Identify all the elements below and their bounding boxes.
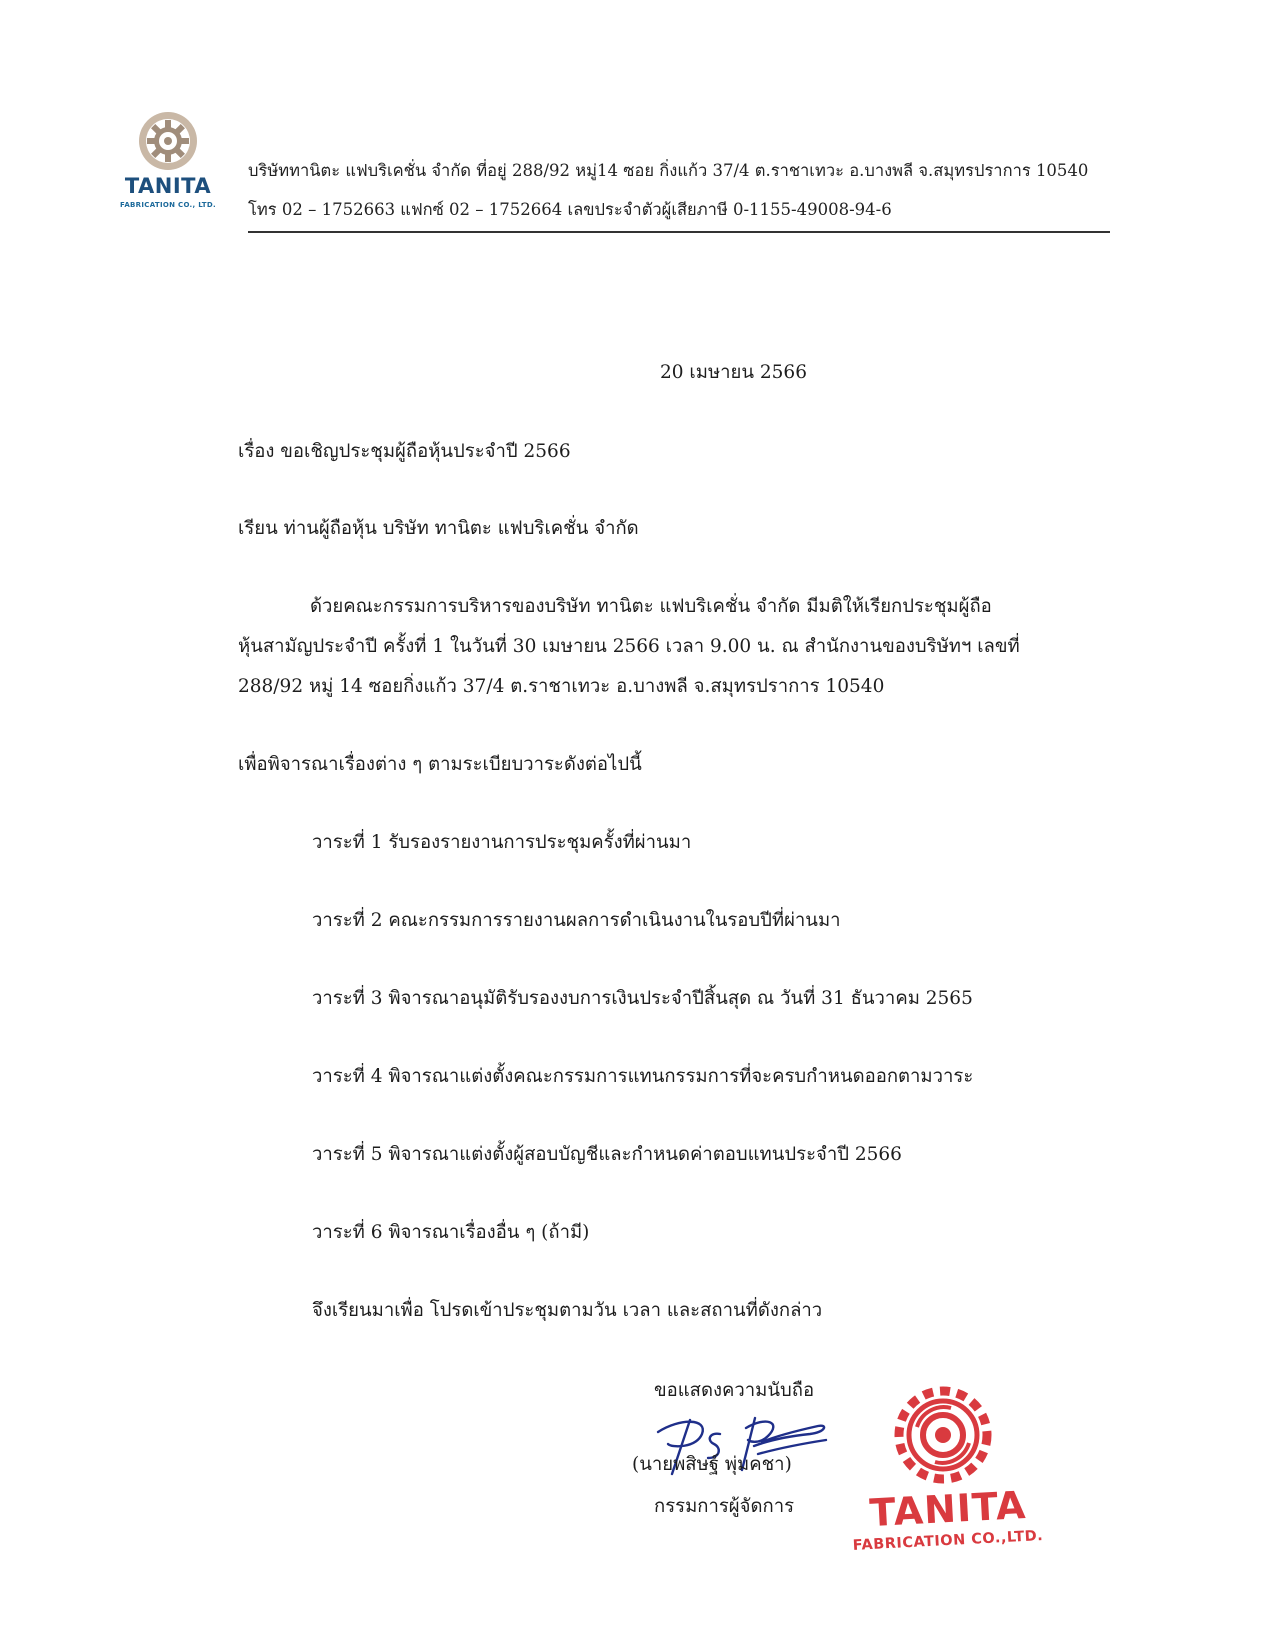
stamp-gear-icon [848,1380,1048,1490]
agenda-item: วาระที่ 3 พิจารณาอนุมัติรับรองงบการเงินประจำปีสิ้นสุด ณ วันที่ 31 ธันวาคม 2565 [312,988,973,1009]
logo-subtitle: FABRICATION CO., LTD. [120,201,216,209]
company-logo [108,108,228,218]
body-paragraph-line: หุ้นสามัญประจำปี ครั้งที่ 1 ในวันที่ 30 เมษายน 2566 เวลา 9.00 น. ณ สำนักงานของบริษัทฯ เลขที่ [238,636,1020,657]
letter-salutation: เรียน ท่านผู้ถือหุ้น บริษัท ทานิตะ แฟบริเคชั่น จำกัด [238,518,639,539]
body-paragraph-line: ด้วยคณะกรรมการบริหารของบริษัท ทานิตะ แฟบริเคชั่น จำกัด มีมติให้เรียกประชุมผู้ถือ [310,596,992,617]
stamp-brand: TANITA [868,1482,1028,1536]
body-paragraph-line: 288/92 หมู่ 14 ซอยกิ่งแก้ว 37/4 ต.ราชาเทวะ อ.บางพลี จ.สมุทรปราการ 10540 [238,676,885,697]
letterhead-contact: โทร 02 – 1752663 แฟกซ์ 02 – 1752664 เลขประจำตัวผู้เสียภาษี 0-1155-49008-94-6 [248,200,892,219]
signoff-title: กรรมการผู้จัดการ [654,1496,795,1517]
agenda-item: วาระที่ 6 พิจารณาเรื่องอื่น ๆ (ถ้ามี) [312,1222,590,1243]
letter-date: 20 เมษายน 2566 [660,362,807,383]
letter-subject: เรื่อง ขอเชิญประชุมผู้ถือหุ้นประจำปี 2566 [238,441,571,462]
agenda-item: วาระที่ 2 คณะกรรมการรายงานผลการดำเนินงานในรอบปีที่ผ่านมา [312,910,841,931]
closing-line: จึงเรียนมาเพื่อ โปรดเข้าประชุมตามวัน เวลา และสถานที่ดังกล่าว [312,1300,823,1321]
letterhead-divider [248,231,1110,233]
agenda-item: วาระที่ 1 รับรองรายงานการประชุมครั้งที่ผ่านมา [312,832,692,853]
gear-logo-icon [108,108,228,174]
signoff-regards: ขอแสดงความนับถือ [654,1380,815,1401]
signoff-name: (นายพสิษฐ์ พุ่มคชา) [632,1454,792,1475]
company-stamp [848,1380,1048,1560]
letterhead-address: บริษัททานิตะ แฟบริเคชั่น จำกัด ที่อยู่ 288/92 หมู่14 ซอย กิ่งแก้ว 37/4 ต.ราชาเทวะ อ.บางพลี จ.สมุทรปราการ 10540 [248,161,1089,180]
stamp-subtitle: FABRICATION CO.,LTD. [852,1528,1044,1554]
agenda-intro: เพื่อพิจารณาเรื่องต่าง ๆ ตามระเบียบวาระดังต่อไปนี้ [238,754,642,775]
agenda-item: วาระที่ 4 พิจารณาแต่งตั้งคณะกรรมการแทนกรรมการที่จะครบกำหนดออกตามวาระ [312,1066,974,1087]
logo-brand: TANITA [124,174,212,198]
agenda-item: วาระที่ 5 พิจารณาแต่งตั้งผู้สอบบัญชีและกำหนดค่าตอบแทนประจำปี 2566 [312,1144,902,1165]
